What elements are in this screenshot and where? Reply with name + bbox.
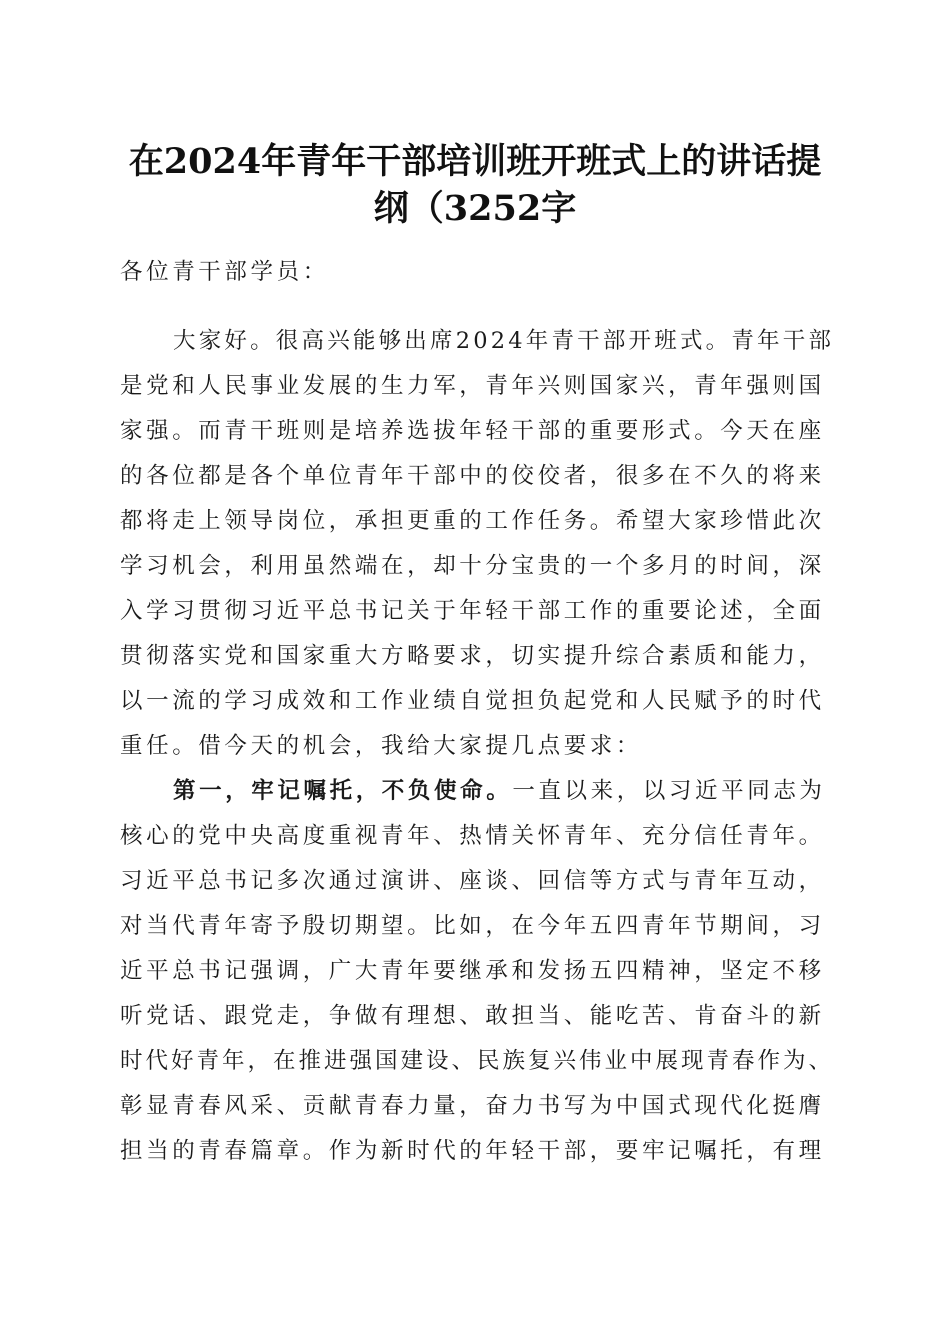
section-1-line-3: 习近平总书记多次通过演讲、座谈、回信等方式与青年互动，	[120, 868, 825, 894]
section-1-line-5: 近平总书记强调，广大青年要继承和发扬五四精神，坚定不移	[120, 958, 825, 984]
section-1-line-6: 听党话、跟党走，争做有理想、敢担当、能吃苦、肯奋斗的新	[120, 1003, 825, 1029]
paragraph-1-line-4: 的各位都是各个单位青年干部中的佼佼者，很多在不久的将来	[120, 463, 825, 489]
title-line-1: 在2024年青年干部培训班开班式上的讲话提	[128, 141, 822, 182]
paragraph-1-line-7: 入学习贯彻习近平总书记关于年轻干部工作的重要论述，全面	[120, 598, 825, 624]
paragraph-1-line-9: 以一流的学习成效和工作业绩自觉担负起党和人民赋予的时代	[120, 688, 825, 714]
section-1-first-line-text: 一直以来，以习近平同志为	[512, 778, 826, 804]
paragraph-1-line-1: 大家好。很高兴能够出席2024年青干部开班式。青年干部	[173, 328, 835, 354]
section-1-line-2: 核心的党中央高度重视青年、热情关怀青年、充分信任青年。	[120, 823, 825, 849]
title-line-2: 纲（3252字	[373, 188, 577, 229]
paragraph-1-line-10: 重任。借今天的机会，我给大家提几点要求：	[120, 733, 643, 759]
paragraph-1-line-6: 学习机会，利用虽然端在，却十分宝贵的一个多月的时间，深	[120, 553, 825, 579]
paragraph-1-line-2: 是党和人民事业发展的生力军，青年兴则国家兴，青年强则国	[120, 373, 825, 399]
section-1-line-4: 对当代青年寄予殷切期望。比如，在今年五四青年节期间，习	[120, 913, 825, 939]
section-1-line-7: 时代好青年，在推进强国建设、民族复兴伟业中展现青春作为、	[120, 1048, 835, 1074]
section-1-first-line	[173, 769, 826, 814]
section-1-heading: 第一，牢记嘱托，不负使命。	[173, 778, 513, 804]
paragraph-1-line-8: 贯彻落实党和国家重大方略要求，切实提升综合素质和能力，	[120, 643, 825, 669]
paragraph-1-line-3: 家强。而青干班则是培养选拔年轻干部的重要形式。今天在座	[120, 418, 825, 444]
paragraph-1-line-5: 都将走上领导岗位，承担更重的工作任务。希望大家珍惜此次	[120, 508, 825, 534]
salutation: 各位青干部学员：	[120, 259, 329, 285]
section-1-line-8: 彰显青春风采、贡献青春力量，奋力书写为中国式现代化挺膺	[120, 1093, 825, 1119]
section-1-line-9: 担当的青春篇章。作为新时代的年轻干部，要牢记嘱托，有理	[120, 1138, 825, 1164]
document-title	[100, 138, 850, 232]
